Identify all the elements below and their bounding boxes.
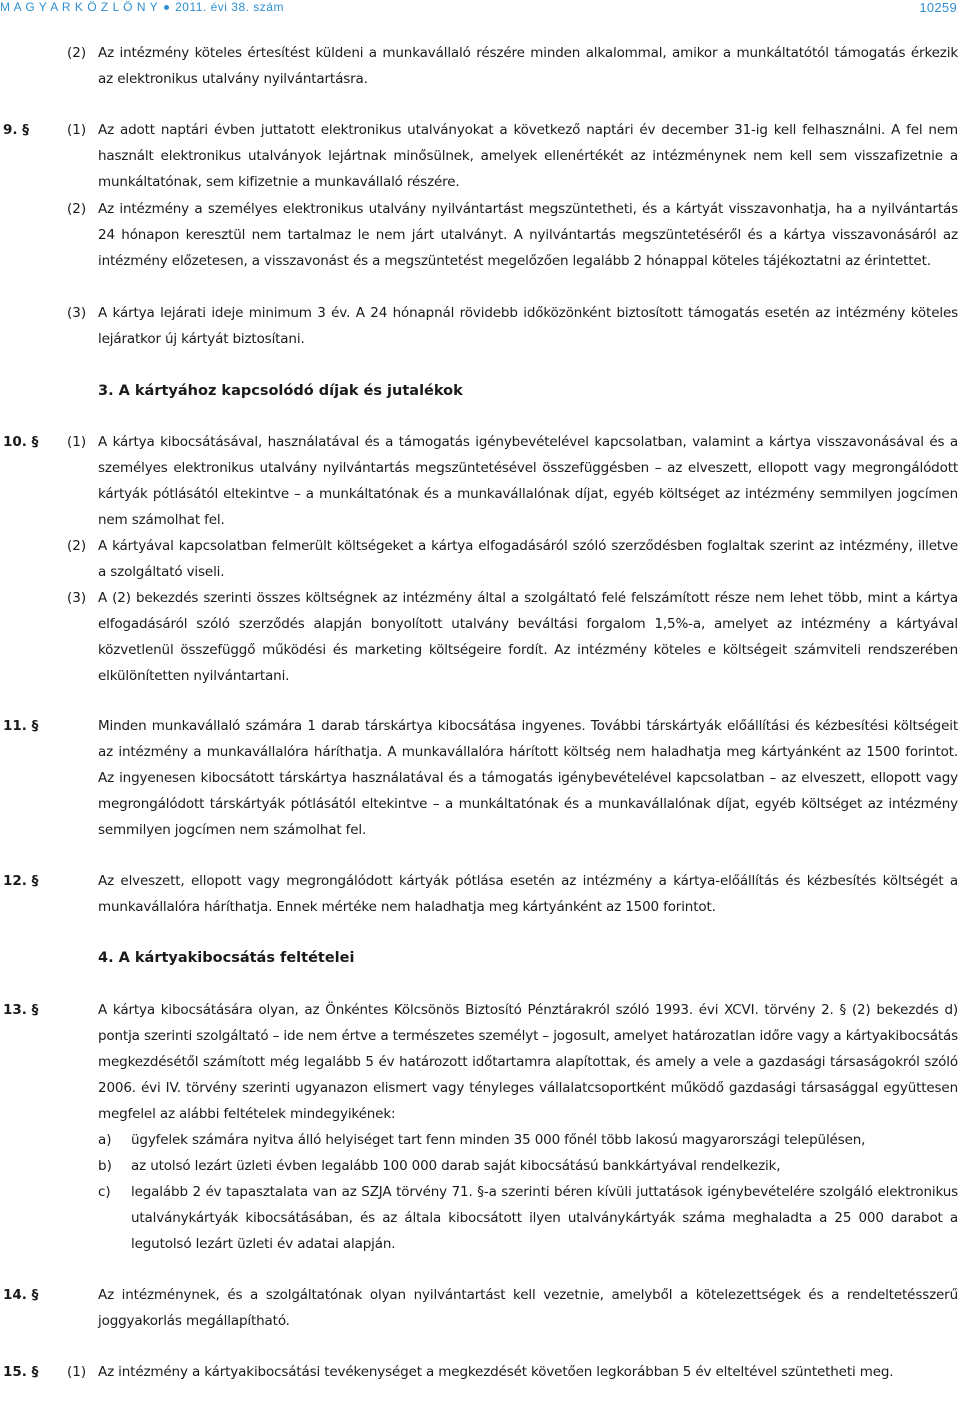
- paragraph-number: (1): [67, 434, 87, 450]
- paragraph-text: Az intézménynek, és a szolgáltatónak olyan nyilvántartást kell vezetnie, amelyből a kötelezettségek és a rendeltetésszerű joggyakorlás megállapítható.: [98, 1287, 958, 1329]
- paragraph-text: A (2) bekezdés szerinti összes költségnek az intézmény által a szolgáltató felé felszámított része nem lehet több, mint a kártya elfogadásáról szóló szerződés alapján bonyolított utalvány beváltási forgalom 1,5%-a, amelyet az intézmény a kártyával közvetlenül összefüggő működési és marketing költségeire fordít. Az intézmény köteles e költségeit számviteli rendszerében elkülönítetten nyilvántartani.: [98, 590, 958, 684]
- issue-label: 2011. évi 38. szám: [175, 0, 284, 14]
- journal-title: M A G Y A R K Ö Z L Ö N Y: [0, 0, 159, 14]
- paragraph-text: Az intézmény köteles értesítést küldeni a munkavállaló részére minden alkalommal, amikor a munkáltatótól támogatás érkezik az elektronikus utalvány nyilvántartásra.: [98, 45, 958, 87]
- journal-masthead: [0, 0, 284, 14]
- page-header: [0, 0, 960, 15]
- list-label: b): [98, 1158, 112, 1174]
- section-number: 15. §: [3, 1364, 39, 1380]
- section-number: 9. §: [3, 122, 29, 138]
- paragraph-number: (3): [67, 590, 87, 606]
- paragraph-text: Az intézmény a személyes elektronikus utalvány nyilvántartást megszüntetheti, és a kártyát visszavonhatja, ha a nyilvántartás 24 hónapon keresztül nem tartalmaz le nem járt utalványt. A nyilvántartás megszüntetéséről és a kártya visszavonásáról az intézmény előzetesen, a visszavonást és a megszüntetést megelőzően legalább 2 hónappal köteles tájékoztatni az érintettet.: [98, 201, 958, 269]
- paragraph-text: A kártya kibocsátására olyan, az Önkéntes Kölcsönös Biztosító Pénztárakról szóló 1993. évi XCVI. törvény 2. § (2) bekezdés d) pontja szerinti szolgáltató – ide nem értve a természetes személyt – jogosult, amelyet határozatlan időre vagy a kártyakibocsátás megkezdésétől számított még legalább 5 év határozott időtartamra alapítottak, és amely a vele a gazdasági társaságokról szóló 2006. évi IV. törvény szerinti ugyanazon elismert vagy tényleges vállalatcsoportként működő gazdasági társasággal együttesen megfelel az alábbi feltételek mindegyikének:: [98, 1002, 958, 1122]
- paragraph-text: Minden munkavállaló számára 1 darab társkártya kibocsátása ingyenes. További társkártyák előállítási és kézbesítési költségeit az intézmény a munkavállalóra háríthatja. A munkavállalóra hárított költség nem haladhatja meg kártyánként az 1500 forintot. Az ingyenesen kibocsátott társkártya használatával és a támogatás igénybevételével kapcsolatban – az elveszett, ellopott vagy megrongálódott társkártyák pótlásától eltekintve – a munkáltatónak és a munkavállalónak díjat, egyéb költséget az intézmény semmilyen jogcímen nem számolhat fel.: [98, 718, 958, 838]
- paragraph-text: A kártyával kapcsolatban felmerült költségeket a kártya elfogadásáról szóló szerződésben foglaltak szerint az intézmény, illetve a szolgáltató viseli.: [98, 538, 958, 580]
- paragraph-text: Az elveszett, ellopott vagy megrongálódott kártyák pótlása esetén az intézmény a kártya-előállítás és kézbesítés költségét a munkavállalóra háríthatja. Ennek mértéke nem haladhatja meg kártyánként az 1500 forintot.: [98, 873, 958, 915]
- section-number: 10. §: [3, 434, 39, 450]
- section-number: 13. §: [3, 1002, 39, 1018]
- list-label: c): [98, 1184, 111, 1200]
- section-number: 14. §: [3, 1287, 39, 1303]
- list-label: a): [98, 1132, 112, 1148]
- chapter-heading: 4. A kártyakibocsátás feltételei: [98, 950, 355, 966]
- section-number: 11. §: [3, 718, 39, 734]
- bullet-separator-icon: [164, 5, 169, 10]
- paragraph-number: (2): [67, 201, 87, 217]
- section-number: 12. §: [3, 873, 39, 889]
- list-item-text: legalább 2 év tapasztalata van az SZJA törvény 71. §-a szerinti béren kívüli juttatások igénybevételére szolgáló elektronikus utalványkártyák kibocsátásában, és az általa kibocsátott ilyen utalványkártyák száma meghaladta a 25 000 darabot a legutolsó lezárt üzleti év adatai alapján.: [131, 1184, 958, 1252]
- list-item-text: ügyfelek számára nyitva álló helyiséget tart fenn minden 35 000 főnél több lakosú magyarországi településen,: [131, 1132, 866, 1148]
- paragraph-text: Az intézmény a kártyakibocsátási tevékenységet a megkezdését követően legkorábban 5 év elteltével szüntetheti meg.: [98, 1364, 894, 1380]
- paragraph-number: (2): [67, 538, 87, 554]
- paragraph-number: (2): [67, 45, 87, 61]
- paragraph-text: A kártya kibocsátásával, használatával és a támogatás igénybevételével kapcsolatban, valamint a kártya visszavonásával és a személyes elektronikus utalvány nyilvántartás megszüntetésével összefüggésben – az elveszett, ellopott vagy megrongálódott kártyák pótlásától eltekintve – a munkáltatónak és a munkavállalónak díjat, egyéb költséget az intézmény semmilyen jogcímen nem számolhat fel.: [98, 434, 958, 528]
- paragraph-text: Az adott naptári évben juttatott elektronikus utalványokat a következő naptári év december 31-ig kell felhasználni. A fel nem használt elektronikus utalványok lejártnak minősülnek, amelyek ellenértékét az intézménynek nem kell sem visszafizetnie a munkáltatónak, sem kifizetnie a munkavállaló részére.: [98, 122, 958, 190]
- page-number: 10259: [919, 0, 957, 15]
- list-item-text: az utolsó lezárt üzleti évben legalább 100 000 darab saját kibocsátású bankkártyával rendelkezik,: [131, 1158, 781, 1174]
- paragraph-text: A kártya lejárati ideje minimum 3 év. A 24 hónapnál rövidebb időközönként biztosított támogatás esetén az intézmény köteles lejáratkor új kártyát biztosítani.: [98, 305, 958, 347]
- chapter-heading: 3. A kártyához kapcsolódó díjak és jutalékok: [98, 383, 463, 399]
- paragraph-number: (1): [67, 122, 87, 138]
- paragraph-number: (3): [67, 305, 87, 321]
- paragraph-number: (1): [67, 1364, 87, 1380]
